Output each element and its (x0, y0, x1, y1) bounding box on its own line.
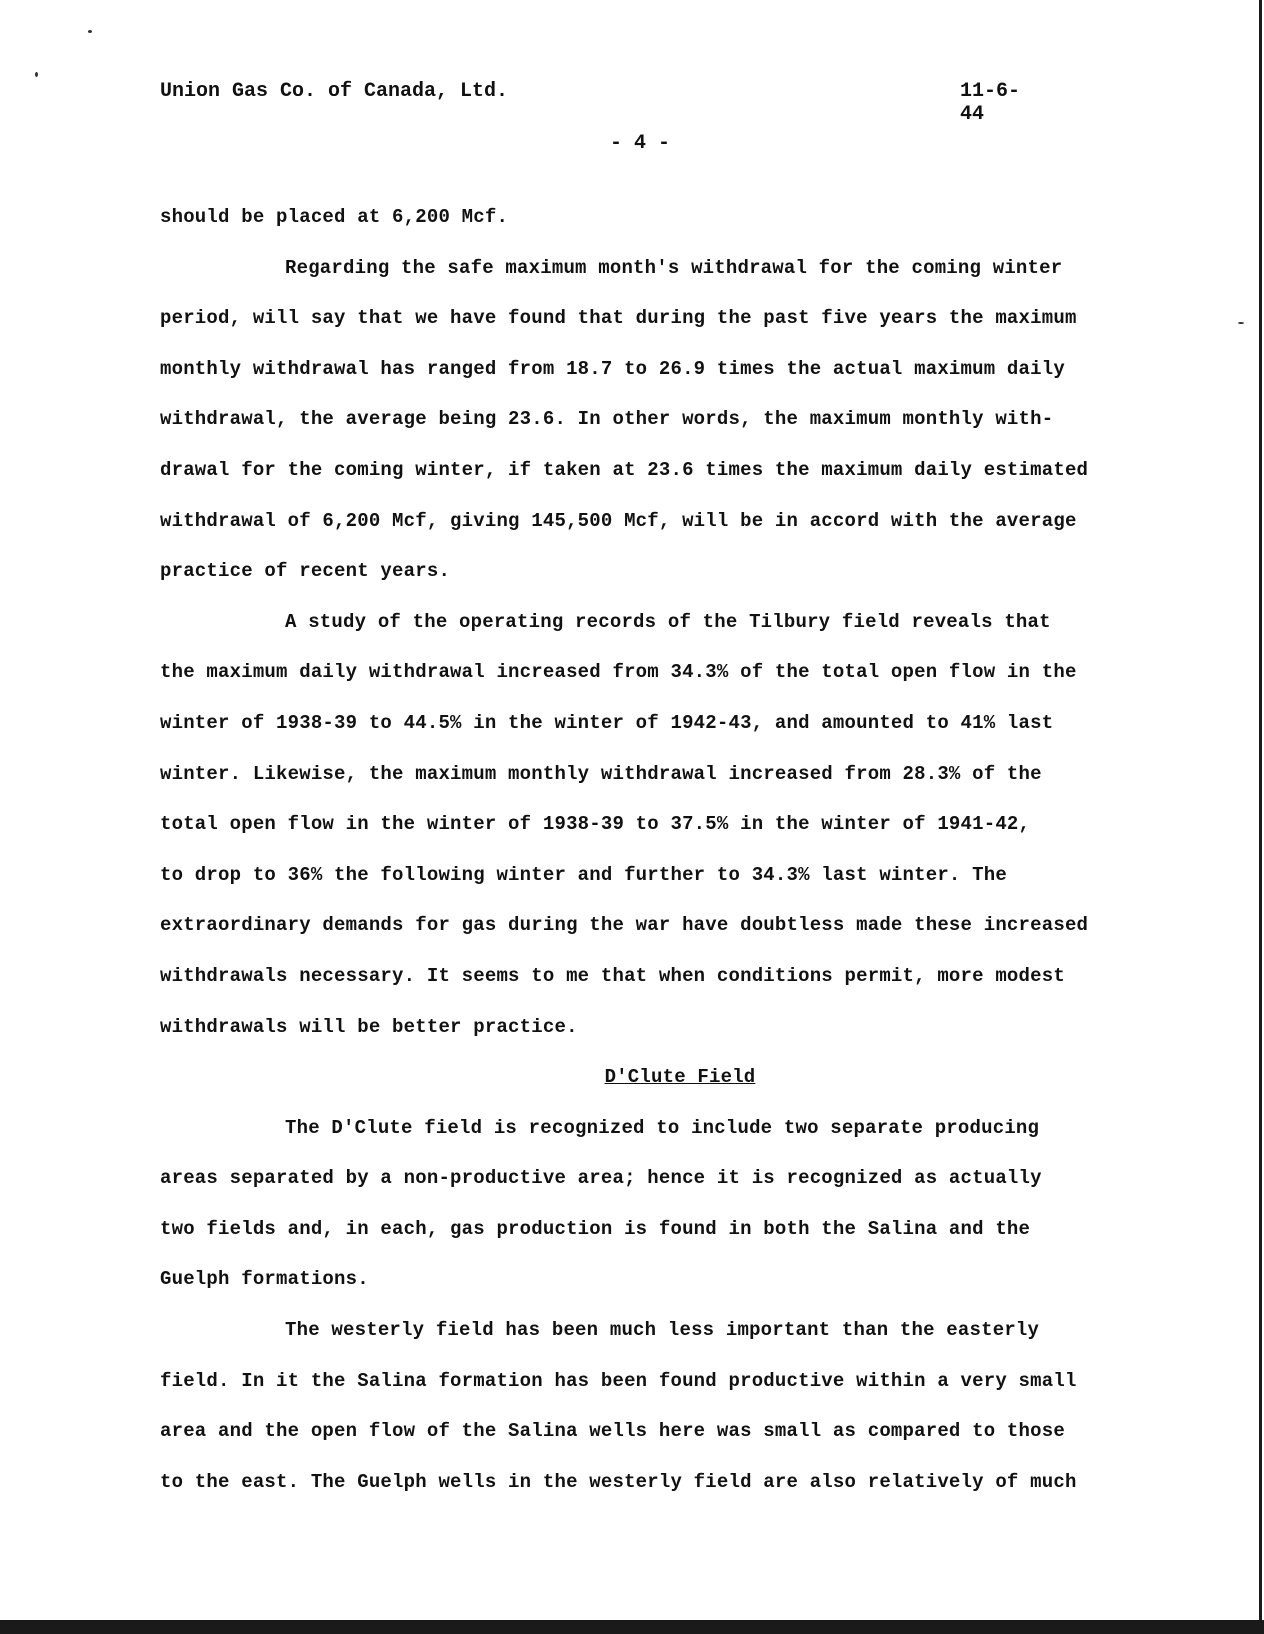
text-line: Regarding the safe maximum month's withdrawal for the coming winter (285, 256, 1063, 279)
text-line: Guelph formations. (160, 1268, 369, 1291)
letter-header (160, 80, 1040, 126)
text-line: withdrawal of 6,200 Mcf, giving 145,500 Mcf, will be in accord with the average (160, 509, 1077, 532)
text-line: winter of 1938-39 to 44.5% in the winter of 1942-43, and amounted to 41% last (160, 711, 1054, 734)
text-line: winter. Likewise, the maximum monthly withdrawal increased from 28.3% of the (160, 762, 1042, 785)
text-line: practice of recent years. (160, 560, 451, 583)
paragraph (160, 243, 1160, 597)
text-line: to drop to 36% the following winter and further to 34.3% last winter. The (160, 863, 1007, 886)
paragraph (160, 1103, 1160, 1305)
text-line: the maximum daily withdrawal increased from 34.3% of the total open flow in the (160, 661, 1077, 684)
text-line: withdrawals necessary. It seems to me that when conditions permit, more modest (160, 964, 1065, 987)
text-line: field. In it the Salina formation has been found productive within a very small (160, 1369, 1077, 1392)
text-line: drawal for the coming winter, if taken at 23.6 times the maximum daily estimated (160, 458, 1089, 481)
letter-date: 11-6-44 (960, 80, 1021, 126)
text-line: should be placed at 6,200 Mcf. (160, 206, 509, 228)
scan-edge-bottom (0, 1620, 1264, 1634)
paragraph (160, 597, 1160, 1052)
text-line: two fields and, in each, gas production is found in both the Salina and the (160, 1217, 1031, 1240)
text-line: withdrawals will be better practice. (160, 1015, 578, 1038)
letter-body (160, 192, 1160, 1507)
text-line: A study of the operating records of the Tilbury field reveals that (285, 610, 1051, 633)
text-line: The westerly field has been much less important than the easterly (285, 1319, 1040, 1342)
paragraph (160, 1305, 1160, 1507)
scan-speck (35, 72, 38, 77)
company-name: Union Gas Co. of Canada, Ltd. (160, 80, 509, 103)
text-line: The D'Clute field is recognized to include two separate producing (285, 1116, 1040, 1139)
text-line: extraordinary demands for gas during the war have doubtless made these increased (160, 914, 1089, 937)
text-line: areas separated by a non-productive area; hence it is recognized as actually (160, 1167, 1042, 1190)
text-line: withdrawal, the average being 23.6. In other words, the maximum monthly with- (160, 408, 1054, 431)
text-line: monthly withdrawal has ranged from 18.7 to 26.9 times the actual maximum daily (160, 357, 1065, 380)
text-line: to the east. The Guelph wells in the westerly field are also relatively of much (160, 1470, 1077, 1493)
scan-edge-right (1259, 0, 1262, 1634)
text-line: period, will say that we have found that during the past five years the maximum (160, 307, 1077, 330)
section-heading (160, 1052, 1160, 1103)
text-line: total open flow in the winter of 1938-39 to 37.5% in the winter of 1941-42, (160, 813, 1031, 836)
paragraph (160, 192, 1160, 243)
scan-speck (88, 30, 92, 33)
scan-speck (1238, 322, 1244, 324)
text-line: area and the open flow of the Salina wells here was small as compared to those (160, 1420, 1065, 1443)
page-number: - 4 - (609, 132, 670, 155)
section-heading-text: D'Clute Field (604, 1066, 756, 1089)
